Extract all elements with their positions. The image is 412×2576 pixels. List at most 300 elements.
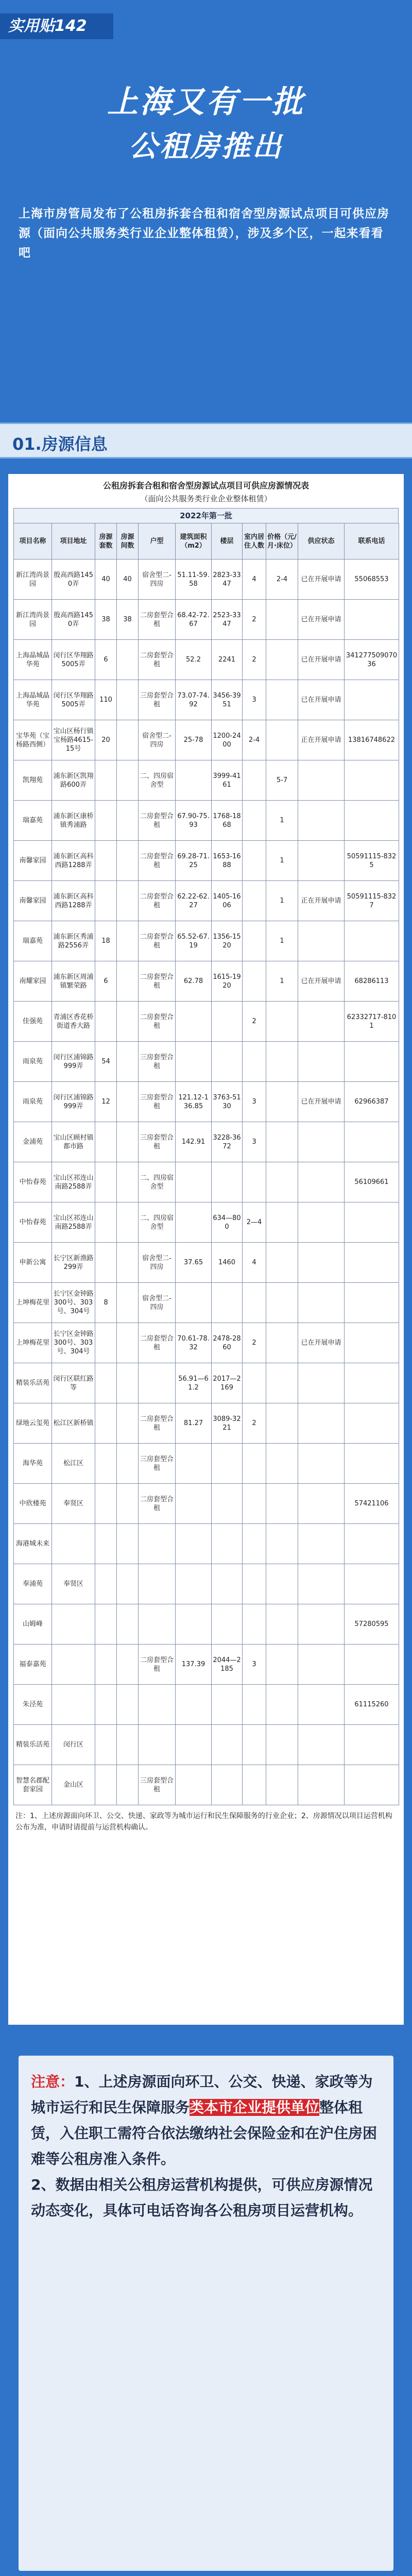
table-cell [298,1283,345,1323]
table-cell [95,1484,117,1524]
table-header-cell: 楼层 [212,523,243,560]
table-cell [266,1444,298,1484]
hero-title-line2: 公租房推出 [129,130,283,163]
table-row [14,680,399,720]
table-cell: 宝山区祁连山南路2588弄 [52,1202,95,1243]
table-cell [243,961,266,1002]
table-row [14,1042,399,1082]
table-cell [139,1685,176,1725]
table-cell: 长宁区金钟路300号、303号、304号 [52,1283,95,1323]
table-cell [298,801,345,841]
table-cell [266,1243,298,1283]
table-cell [139,1524,176,1564]
table-cell [298,1685,345,1725]
table-cell [266,1564,298,1604]
table-cell [298,1403,345,1444]
table-cell [266,1122,298,1162]
table-cell: 南耀家园 [14,961,52,1002]
table-cell [176,1604,212,1645]
table-cell [176,1042,212,1082]
table-cell: 3 [243,680,266,720]
table-cell: 二、四房宿舍型 [139,1202,176,1243]
table-cell: 56109661 [345,1162,399,1202]
table-cell [243,1685,266,1725]
table-cell: 新江湾尚景园 [14,560,52,600]
table-cell [212,1524,243,1564]
table-cell: 1 [266,921,298,961]
table-cell [345,1363,399,1403]
table-cell [243,1042,266,1082]
table-cell [212,1564,243,1604]
table-cell: 18 [95,921,117,961]
table-cell [117,1082,139,1122]
table-cell: 二房套型合租 [139,801,176,841]
table-cell [298,1564,345,1604]
table-header-cell: 价格（元/月·床位） [266,523,298,560]
table-cell [266,1323,298,1363]
table-cell [52,1524,95,1564]
table-cell [52,1604,95,1645]
table-cell [266,1685,298,1725]
table-cell [117,1564,139,1604]
table-cell: 中怡春苑 [14,1162,52,1202]
table-row [14,881,399,921]
table-header-cell: 项目名称 [14,523,52,560]
table-cell: 金浦苑 [14,1122,52,1162]
table-cell: 142.91 [176,1122,212,1162]
table-cell: 佳强苑 [14,1002,52,1042]
table-cell: 已在开展申请 [298,600,345,640]
housing-table-card [8,474,404,2025]
table-cell: 62332717-8101 [345,1002,399,1042]
table-cell: 闵行区华翔路5005弄 [52,640,95,680]
table-header-cell: 房源间数 [117,523,139,560]
table-cell: 宿舍型二-四房 [139,720,176,760]
table-cell [298,1444,345,1484]
table-cell [345,801,399,841]
table-cell [117,1042,139,1082]
table-cell [345,921,399,961]
table-cell: 金山区 [52,1765,95,1805]
table-cell: 62.78 [176,961,212,1002]
table-cell [117,1323,139,1363]
table-cell [266,1082,298,1122]
table-cell: 已在开展申请 [298,560,345,600]
table-cell [243,841,266,881]
table-row [14,1765,399,1805]
table-cell [95,1002,117,1042]
table-cell: 3228-3672 [212,1122,243,1162]
table-cell: 上坤梅花里 [14,1323,52,1363]
table-row [14,1444,399,1484]
table-cell [139,1564,176,1604]
table-cell [117,1484,139,1524]
table-cell [95,1202,117,1243]
table-cell: 二房套型合租 [139,841,176,881]
table-cell [95,760,117,801]
table-cell: 福泰嘉苑 [14,1645,52,1685]
table-cell [117,1645,139,1685]
table-cell [345,1283,399,1323]
table-cell: 110 [95,680,117,720]
table-cell: 绿地云玺苑 [14,1403,52,1444]
table-cell [345,1444,399,1484]
table-cell: 正在开展申请 [298,881,345,921]
table-cell: 25-78 [176,720,212,760]
table-header-cell: 供应状态 [298,523,345,560]
section-header-housing [0,422,412,459]
table-cell: 4 [243,560,266,600]
table-cell: 1615-1920 [212,961,243,1002]
table-cell: 三房套型合租 [139,1122,176,1162]
table-cell [345,1202,399,1243]
table-cell [95,1162,117,1202]
table-cell: 2044—2185 [212,1645,243,1685]
table-cell: 中怡春苑 [14,1202,52,1243]
table-cell: 1405-1606 [212,881,243,921]
table-cell [52,1685,95,1725]
table-row [14,1645,399,1685]
table-cell: 2 [243,600,266,640]
table-cell: 宿舍型二-四房 [139,1243,176,1283]
table-cell: 已在开展申请 [298,680,345,720]
table-cell: 38 [95,600,117,640]
table-cell: 62.22-62.27 [176,881,212,921]
table-row [14,1283,399,1323]
table-cell: 57421106 [345,1484,399,1524]
table-cell: 121.12-136.85 [176,1082,212,1122]
table-row [14,1403,399,1444]
table-header-cell: 联系电话 [345,523,399,560]
table-cell [345,1524,399,1564]
table-row [14,760,399,801]
table-cell: 奉贤区 [52,1564,95,1604]
table-cell: 松江区新桥镇 [52,1403,95,1444]
table-cell [243,1765,266,1805]
table-cell: 三房套型合租 [139,1042,176,1082]
housing-table [13,523,399,1805]
table-cell [266,1202,298,1243]
table-cell: 3 [243,1645,266,1685]
table-row [14,720,399,760]
table-cell: 52.2 [176,640,212,680]
table-cell [95,1444,117,1484]
table-cell: 申新公寓 [14,1243,52,1283]
table-cell [117,1002,139,1042]
table-cell: 瑞嘉苑 [14,801,52,841]
table-cell [345,1765,399,1805]
table-cell [139,1363,176,1403]
table-cell [212,1604,243,1645]
table-cell: 1460 [212,1243,243,1283]
notice-box [19,2056,393,2571]
table-cell: 2478-2860 [212,1323,243,1363]
table-cell: 已在开展申请 [298,1082,345,1122]
table-cell [298,1645,345,1685]
table-cell: 宿舍型二-四房 [139,560,176,600]
table-cell [95,1725,117,1765]
table-cell [176,1765,212,1805]
table-cell [298,1122,345,1162]
table-cell [52,1645,95,1685]
table-cell: 2-4 [266,560,298,600]
table-cell: 67.90-75.93 [176,801,212,841]
table-cell: 三房套型合租 [139,680,176,720]
table-cell [212,1444,243,1484]
table-cell: 56.91—61.2 [176,1363,212,1403]
table-cell: 61115260 [345,1685,399,1725]
table-cell [95,841,117,881]
table-cell: 凯翔苑 [14,760,52,801]
table-cell: 65.52-67.19 [176,921,212,961]
table-cell [176,1484,212,1524]
table-cell: 长宁区金钟路300号、303号、304号 [52,1323,95,1363]
table-cell: 二房套型合租 [139,640,176,680]
table-cell [345,600,399,640]
table-cell: 68286113 [345,961,399,1002]
table-cell: 南馨家园 [14,881,52,921]
table-cell [266,1283,298,1323]
table-cell: 已在开展申请 [298,640,345,680]
table-cell [212,1484,243,1524]
table-cell [139,1604,176,1645]
table-cell: 松江区 [52,1444,95,1484]
table-cell [345,1122,399,1162]
table-cell [95,801,117,841]
table-header-cell: 建筑面积（m2） [176,523,212,560]
table-cell [176,1202,212,1243]
table-row [14,1725,399,1765]
table-row [14,1162,399,1202]
table-cell [298,1524,345,1564]
table-cell [95,1524,117,1564]
table-cell [298,1243,345,1283]
table-cell: 新江湾尚景园 [14,600,52,640]
table-cell: 70.61-78.32 [176,1323,212,1363]
table-header-row [14,523,399,560]
table-cell: 宝山区顾村镇都市路 [52,1122,95,1162]
table-cell: 12 [95,1082,117,1122]
table-cell [345,680,399,720]
table-cell [176,1002,212,1042]
table-cell [243,1363,266,1403]
table-cell [117,1604,139,1645]
table-cell: 二房套型合租 [139,1403,176,1444]
table-cell: 宝山区杨行镇宝杨路4615-15号 [52,720,95,760]
table-cell [95,1122,117,1162]
table-row [14,1484,399,1524]
table-cell [243,1162,266,1202]
table-cell: 殷高西路1450弄 [52,560,95,600]
table-cell [117,801,139,841]
table-cell [117,1765,139,1805]
table-cell [117,921,139,961]
table-cell: 6 [95,640,117,680]
table-row [14,1002,399,1042]
table-row [14,560,399,600]
table-cell: 二房套型合租 [139,1645,176,1685]
table-cell [266,720,298,760]
table-cell [176,1162,212,1202]
table-cell: 2—4 [243,1202,266,1243]
table-cell [298,760,345,801]
table-cell: 57280595 [345,1604,399,1645]
table-row [14,1323,399,1363]
table-cell [298,1042,345,1082]
table-cell: 2241 [212,640,243,680]
table-cell [345,760,399,801]
table-cell: 62966387 [345,1082,399,1122]
table-cell: 1653-1688 [212,841,243,881]
table-cell [117,720,139,760]
table-cell: 浦东新区凯翔路600弄 [52,760,95,801]
table-cell [117,1363,139,1403]
table-cell [266,1042,298,1082]
table-cell: 13816748622 [345,720,399,760]
table-cell: 三房套型合租 [139,1444,176,1484]
table-cell: 1 [266,961,298,1002]
table-row [14,1685,399,1725]
table-cell [266,1765,298,1805]
table-cell [266,1002,298,1042]
table-cell: 81.27 [176,1403,212,1444]
table-cell: 浦东新区高科西路1288弄 [52,881,95,921]
table-cell [266,1484,298,1524]
table-cell: 闵行区浦锦路999弄 [52,1082,95,1122]
table-cell [298,1202,345,1243]
table-subtitle: （面向公共服务类行业企业整体租赁） [140,494,272,503]
table-cell: 精装乐活苑 [14,1725,52,1765]
table-cell [95,1403,117,1444]
table-cell [345,1323,399,1363]
table-cell [95,1765,117,1805]
table-cell: 宿舍型二-四房 [139,1283,176,1323]
table-cell [176,1685,212,1725]
table-cell: 40 [95,560,117,600]
table-cell: 69.28-71.25 [176,841,212,881]
table-cell: 1 [266,881,298,921]
table-header-cell: 房源套数 [95,523,117,560]
table-cell: 宝华苑（宝杨路西侧） [14,720,52,760]
table-cell [243,1444,266,1484]
table-cell [117,1685,139,1725]
table-cell [117,1403,139,1444]
table-cell [298,1725,345,1765]
table-cell [345,1645,399,1685]
table-cell [212,1162,243,1202]
table-row [14,1243,399,1283]
table-cell: 50591115-8327 [345,881,399,921]
table-cell: 上坤梅花里 [14,1283,52,1323]
table-cell [95,1645,117,1685]
table-cell: 1356-1520 [212,921,243,961]
table-cell [117,1162,139,1202]
table-cell [117,1725,139,1765]
table-cell [176,760,212,801]
table-cell [266,1403,298,1444]
table-cell: 50591115-8325 [345,841,399,881]
table-cell: 2 [243,1403,266,1444]
table-header-cell: 项目地址 [52,523,95,560]
table-cell: 3 [243,1082,266,1122]
notice-p2: 2、数据由相关公租房运营机构提供，可供应房源情况动态变化，具体可电话咨询各公租房项目运营机构。 [31,2176,373,2219]
table-cell [95,1564,117,1604]
table-cell: 3456-3951 [212,680,243,720]
table-cell: 雨泉苑 [14,1042,52,1082]
table-cell [95,1685,117,1725]
table-cell: 38 [117,600,139,640]
table-row [14,1524,399,1564]
table-cell [212,1002,243,1042]
table-cell [298,1162,345,1202]
table-cell [345,1243,399,1283]
table-cell [243,881,266,921]
table-cell: 3763-5130 [212,1082,243,1122]
table-cell: 长宁区新渔路299弄 [52,1243,95,1283]
table-cell: 海华苑 [14,1444,52,1484]
table-cell: 浦东新区周浦镇繁荣路 [52,961,95,1002]
table-cell: 奉贤区 [52,1484,95,1524]
table-cell [345,1725,399,1765]
table-cell: 南馨家园 [14,841,52,881]
table-cell: 34127750907036 [345,640,399,680]
table-row [14,1564,399,1604]
hero-banner [0,0,412,170]
table-cell: 二、四房宿舍型 [139,760,176,801]
table-cell: 1768-1868 [212,801,243,841]
table-header-cell: 室内居住人数 [243,523,266,560]
table-cell [345,1403,399,1444]
table-cell: 三房套型合租 [139,1765,176,1805]
table-cell [176,1444,212,1484]
table-cell: 4 [243,1243,266,1283]
table-cell: 2523-3347 [212,600,243,640]
table-row [14,801,399,841]
table-cell [243,1564,266,1604]
table-cell: 1 [266,801,298,841]
table-cell: 20 [95,720,117,760]
hero-title-line1: 上海又有一批 [107,84,305,120]
table-row [14,961,399,1002]
table-cell [298,921,345,961]
table-cell: 雨泉苑 [14,1082,52,1122]
table-row [14,841,399,881]
table-cell [95,881,117,921]
table-cell: 1 [266,841,298,881]
table-cell [266,1363,298,1403]
notice-p1-part1: 1、上述房源面向环卫、公交、快递、家政等为城市运行和民生保障服务 [31,2073,373,2116]
table-row [14,1363,399,1403]
table-cell: 浦东新区高科西路1288弄 [52,841,95,881]
table-cell: 精装乐活苑 [14,1363,52,1403]
table-cell [298,1363,345,1403]
table-cell: 51.11-59.58 [176,560,212,600]
table-cell [95,1323,117,1363]
table-header-cell: 户型 [139,523,176,560]
table-cell [117,961,139,1002]
table-cell [243,1604,266,1645]
table-row [14,600,399,640]
table-cell: 2823-3347 [212,560,243,600]
table-cell [139,1725,176,1765]
table-cell [176,1564,212,1604]
table-cell: 青浦区香花桥街道香大路 [52,1002,95,1042]
table-row [14,921,399,961]
table-cell [117,1524,139,1564]
table-cell: 二房套型合租 [139,921,176,961]
table-cell [212,1765,243,1805]
table-cell: 智慧名郡配套家园 [14,1765,52,1805]
